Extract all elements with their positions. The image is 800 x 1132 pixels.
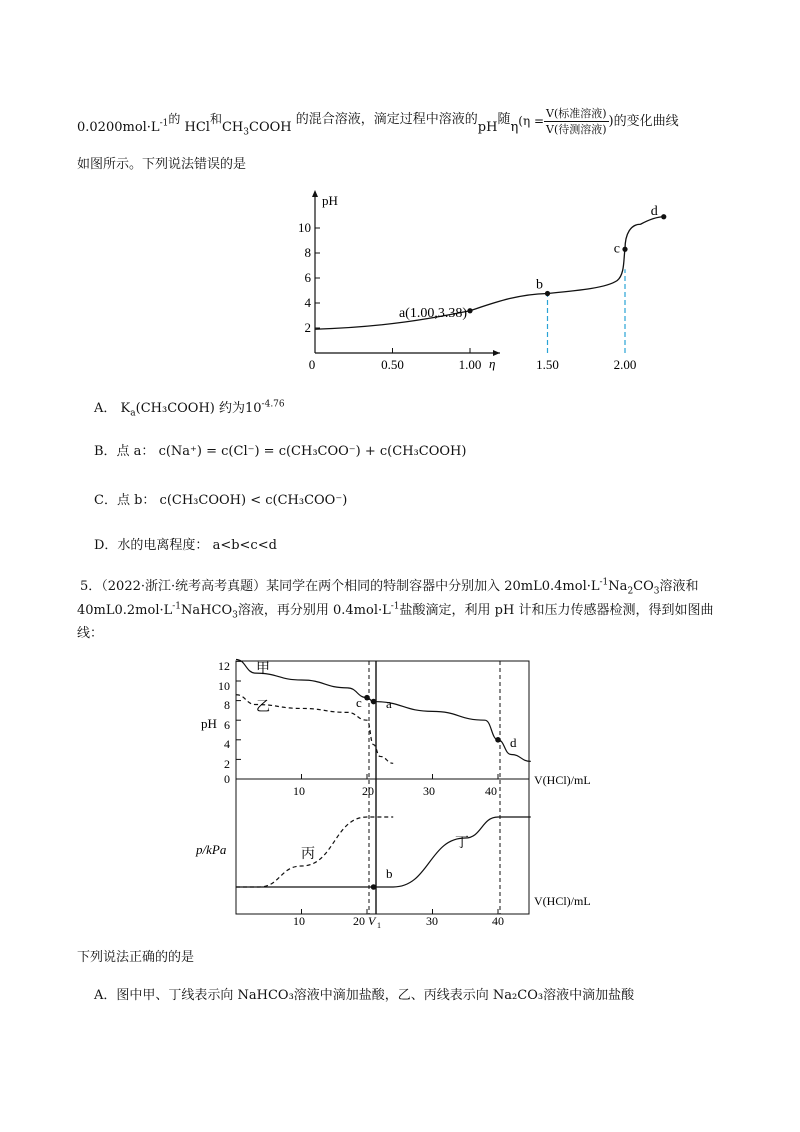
label-bing: 丙 xyxy=(301,847,315,862)
he-text: 和 xyxy=(209,112,222,126)
chart-titration-ph-pressure xyxy=(0,640,800,940)
intro-mid: 的混合溶液，滴定过程中溶液的 xyxy=(295,112,478,127)
chart1-point-label: b xyxy=(536,277,543,293)
q5-sup3: -1 xyxy=(390,601,400,612)
y-label-pkpa: p/kPa xyxy=(196,842,227,857)
option-d-label: D．水的电离程度： xyxy=(94,538,209,553)
q5-line1-d: 溶液和 xyxy=(659,579,699,594)
q5-sub2: 3 xyxy=(653,586,660,597)
q5-sup1: -1 xyxy=(599,577,609,588)
option-a xyxy=(94,397,285,419)
chart-ph-eta xyxy=(0,0,800,380)
option-a-ka-sub: a xyxy=(130,408,136,419)
chart1-x-tick-label: 2.00 xyxy=(613,357,637,372)
q5-sub1: 2 xyxy=(627,586,634,597)
tick-y-6: 6 xyxy=(224,718,230,732)
cooh-text: COOH xyxy=(249,120,292,135)
footer-option-a: A．图中甲、丁线表示向 NaHCO₃溶液中滴加盐酸，乙、丙线表示向 Na₂CO₃溶液中滴加盐酸 xyxy=(94,988,635,1003)
tick-x-top-30: 30 xyxy=(423,784,435,798)
tick-y-10: 10 xyxy=(218,679,230,693)
point-label-a: a xyxy=(386,696,392,711)
chart2-point-c xyxy=(364,695,370,701)
tick-x-bot-10: 10 xyxy=(293,914,305,928)
tick-y-4: 4 xyxy=(224,737,230,751)
conc-sup: -1 xyxy=(159,118,169,129)
label-yi: 乙 xyxy=(256,700,270,715)
option-c-label: C．点 b： xyxy=(94,493,156,508)
q5-line1-b: Na xyxy=(608,579,628,594)
chart2-point-a xyxy=(371,699,377,705)
q5-line-1 xyxy=(80,575,699,597)
option-b-text: c(Na⁺) = c(Cl⁻) = c(CH₃COO⁻) + c(CH₃COOH) xyxy=(158,444,467,459)
chart1-x-tick-label: 1.50 xyxy=(536,357,559,372)
q5-sup2: -1 xyxy=(172,601,182,612)
chart1-point xyxy=(661,214,666,219)
q5-line-3: 线： xyxy=(77,626,104,641)
tick-x-bot-20: 20 xyxy=(353,914,365,928)
q5-line2-b: NaHCO xyxy=(181,603,233,618)
option-d-text: a<b<c<d xyxy=(212,538,277,553)
option-c xyxy=(94,489,347,508)
label-ding: 丁 xyxy=(455,836,469,851)
tick-y-0: 0 xyxy=(224,772,230,786)
point-label-c: c xyxy=(356,695,362,710)
eta-eq: (η = xyxy=(518,114,545,128)
chart2-point-d xyxy=(495,737,501,743)
q5-line1-c: CO xyxy=(633,579,654,594)
ph-text: pH xyxy=(477,120,498,135)
option-a-label: A． xyxy=(94,401,117,416)
ch3-sub: 3 xyxy=(243,127,250,138)
chart1-point xyxy=(545,291,550,296)
chart1-x-tick-label: 0.50 xyxy=(381,357,404,372)
chart1-y-tick-label: 8 xyxy=(304,245,311,260)
chart1-point-label: d xyxy=(650,203,658,219)
chart1-x-tick-label: 0 xyxy=(308,357,316,372)
q5-sub3: 3 xyxy=(232,610,238,621)
option-c-text: c(CH₃COOH) < c(CH₃COO⁻) xyxy=(159,493,348,508)
option-b-label: B．点 a： xyxy=(94,444,155,459)
question-text: 下列说法正确的的是 xyxy=(77,950,195,965)
chart1-y-arrow xyxy=(312,190,318,197)
chart1-point xyxy=(622,247,627,252)
label-jia: 甲 xyxy=(256,662,270,677)
de-text: 的 xyxy=(168,112,181,126)
q5-line2-d: 盐酸滴定，利用 pH 计和压力传感器检测，得到如图曲 xyxy=(399,603,714,618)
option-a-text: (CH₃COOH) 约为10 xyxy=(135,401,262,416)
chart2-series xyxy=(236,659,531,889)
intro-tail: )的变化曲线 xyxy=(608,114,679,129)
chart1-point-label: a(1.00,3.38) xyxy=(398,305,467,321)
eta-text: η xyxy=(510,120,519,135)
conc-text: 0.0200mol·L xyxy=(77,120,160,135)
q5-line2-c: 溶液，再分别用 0.4mol·L xyxy=(237,603,391,618)
frac-num: V(标准溶液) xyxy=(546,107,607,120)
point-label-b: b xyxy=(386,866,393,881)
tick-x-top-10: 10 xyxy=(293,784,305,798)
tick-x-bot-40: 40 xyxy=(492,914,504,928)
tick-x-bot-v1: V xyxy=(368,914,376,928)
hcl-text: HCl xyxy=(184,120,210,135)
tick-x-bot-30: 30 xyxy=(426,914,438,928)
chart1-y-tick-label: 6 xyxy=(304,270,311,285)
tick-y-2: 2 xyxy=(224,757,230,771)
q5-line-2 xyxy=(77,599,713,621)
option-d xyxy=(94,534,277,553)
option-b xyxy=(94,440,466,459)
chart1-point xyxy=(467,308,472,313)
series-ding xyxy=(236,817,531,887)
chart1-y-tick-label: 2 xyxy=(304,320,311,335)
chart1-x-tick-label: 1.00 xyxy=(458,357,482,372)
point-label-d: d xyxy=(510,735,517,750)
x-label-top: V(HCl)/mL xyxy=(534,773,591,787)
q5-line2-a: 40mL0.2mol·L xyxy=(77,603,173,618)
chart1-y-tick-label: 10 xyxy=(298,220,311,235)
y-label-ph: pH xyxy=(201,716,217,731)
option-a-ka: K xyxy=(120,401,131,416)
chart2-point-b xyxy=(371,884,377,890)
tick-y-12: 12 xyxy=(218,659,230,673)
chart1-point-label: c xyxy=(613,241,620,257)
tick-y-8: 8 xyxy=(224,698,230,712)
x-label-bottom: V(HCl)/mL xyxy=(534,894,591,908)
option-a-exp: -4.76 xyxy=(261,399,285,410)
tick-x-top-40: 40 xyxy=(485,784,497,798)
chart1-y-label: pH xyxy=(322,193,338,208)
chart1-x-label: η xyxy=(489,356,496,371)
tick-x-top-20: 20 xyxy=(362,784,374,798)
series-jia xyxy=(236,659,531,761)
frac-den: V(待测溶液) xyxy=(546,123,607,136)
sui-text: 随 xyxy=(497,112,511,127)
ch3-text: CH xyxy=(221,120,244,135)
chart1-y-tick-label: 4 xyxy=(304,295,311,310)
chart1-series-ph xyxy=(315,217,664,330)
intro-line-2: 如图所示。下列说法错误的是 xyxy=(77,157,247,172)
tick-x-bot-v1-sub: 1 xyxy=(377,921,381,930)
q5-line1-a: 5．（2022·浙江·统考高考真题）某同学在两个相同的特制容器中分别加入 20mL0.4mol·L xyxy=(80,579,600,594)
